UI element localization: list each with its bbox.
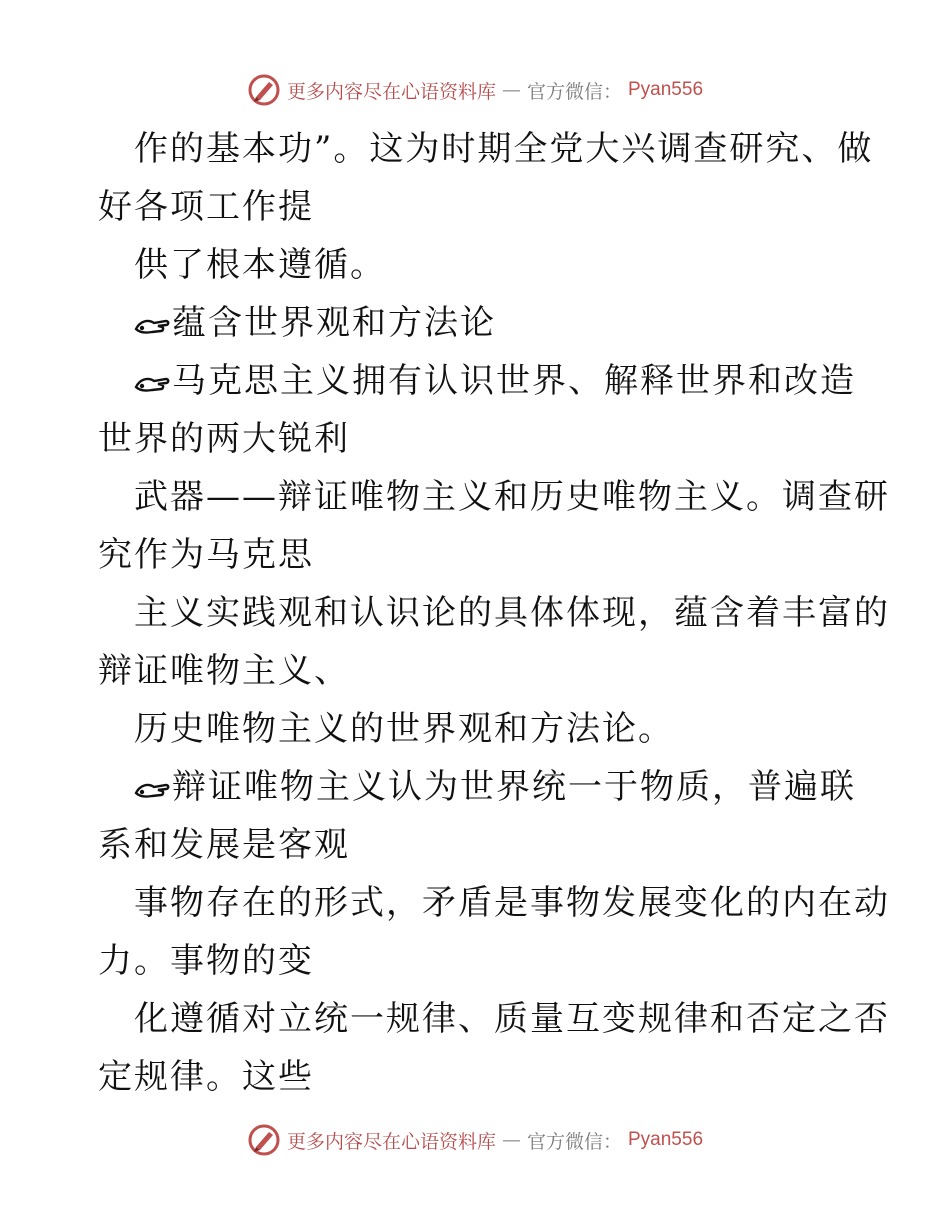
- text-line: 事物存在的形式，矛盾是事物发展变化的内在动: [134, 883, 890, 923]
- text-line: 定规律。这些: [98, 1057, 314, 1097]
- wechat-id: Pyan556: [628, 79, 704, 100]
- wechat-label: 官方微信：: [526, 80, 622, 103]
- text-line: 供了根本遵循。: [134, 245, 386, 285]
- document-body: [98, 120, 890, 1106]
- text-line: 力。事物的变: [98, 941, 314, 981]
- pointing-hand-bullet-icon: [134, 777, 170, 801]
- text-line: 武器——辩证唯物主义和历史唯物主义。调查研: [134, 477, 890, 517]
- text-line: 主义实践观和认识论的具体体现，蕴含着丰富的: [134, 593, 890, 633]
- text-line: 系和发展是客观: [98, 825, 350, 865]
- text-line: 究作为马克思: [98, 535, 314, 575]
- pen-seal-logo-icon: [247, 73, 281, 107]
- section-heading: 蕴含世界观和方法论: [98, 294, 858, 352]
- watermark-separator: —: [501, 79, 521, 101]
- watermark-separator: —: [501, 1129, 521, 1151]
- header-watermark: [0, 70, 950, 110]
- text-line: 辩证唯物主义认为世界统一于物质，普遍联: [98, 758, 858, 816]
- text-line: 好各项工作提: [98, 187, 314, 227]
- watermark-text: 更多内容尽在心语资料库: [286, 80, 496, 103]
- pointing-hand-bullet-icon: [134, 371, 170, 395]
- pen-seal-logo-icon: [247, 1123, 281, 1157]
- text-line: 化遵循对立统一规律、质量互变规律和否定之否: [134, 999, 890, 1039]
- text-line: 历史唯物主义的世界观和方法论。: [134, 709, 674, 749]
- pointing-hand-bullet-icon: [134, 313, 170, 337]
- footer-watermark: [0, 1120, 950, 1160]
- wechat-id: Pyan556: [628, 1129, 704, 1150]
- text-line: 马克思主义拥有认识世界、解释世界和改造: [98, 352, 858, 410]
- watermark-text: 更多内容尽在心语资料库: [286, 1130, 496, 1153]
- text-line: 作的基本功”。这为时期全党大兴调查研究、做: [134, 129, 874, 169]
- text-line: 辩证唯物主义、: [98, 651, 350, 691]
- wechat-label: 官方微信：: [526, 1130, 622, 1153]
- text-line: 世界的两大锐利: [98, 419, 350, 459]
